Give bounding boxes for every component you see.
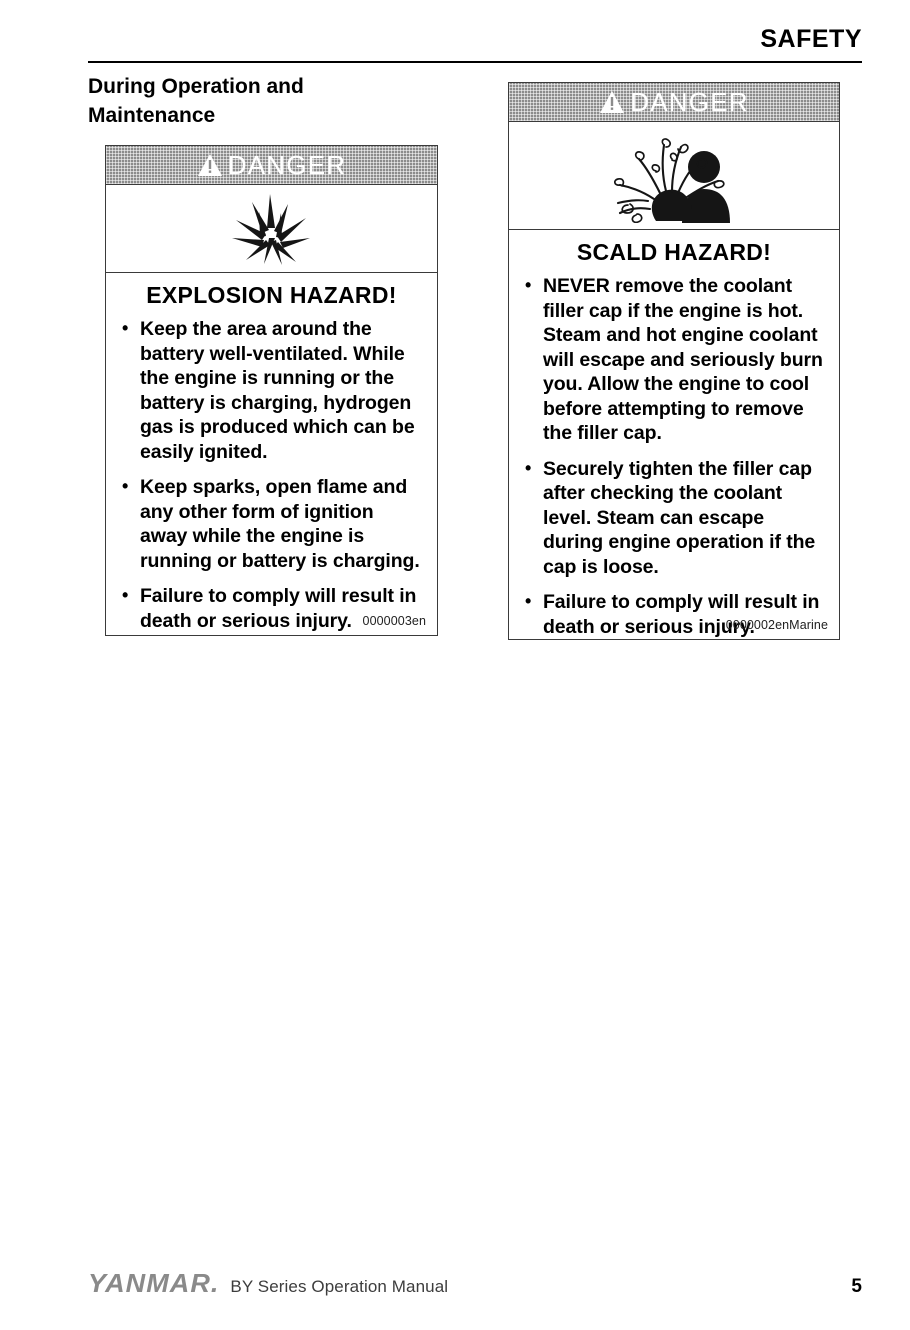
reference-code: 0000003en [362, 614, 426, 628]
danger-box-explosion [105, 145, 438, 636]
manual-title: BY Series Operation Manual [230, 1277, 449, 1296]
list-item: • Securely tighten the filler cap after checking the coolant level. Steam can escape during engine operation if the cap is loose. [521, 457, 827, 580]
page-header [88, 24, 862, 63]
list-item: • Failure to comply will result in death or serious injury. [118, 584, 425, 633]
hazard-bullet-list [521, 274, 827, 639]
danger-banner [106, 146, 437, 185]
list-item: • NEVER remove the coolant filler cap if the engine is hot. Steam and hot engine coolant will escape and seriously burn you. Allow the engine to cool before attempting to remove the filler cap. [521, 274, 827, 446]
danger-box-scald [508, 82, 840, 640]
explosion-burst-icon [106, 185, 437, 273]
danger-banner-label: DANGER [630, 87, 749, 117]
yanmar-logo: YANMAR. [88, 1268, 220, 1298]
warning-triangle-icon [197, 153, 223, 177]
reference-code: 0000002enMarine [725, 618, 828, 632]
page-footer [88, 1268, 862, 1299]
danger-banner-label: DANGER [227, 150, 347, 180]
hazard-body [509, 230, 839, 638]
section-heading: During Operation and Maintenance [88, 75, 304, 127]
hazard-bullet-list [118, 317, 425, 633]
warning-triangle-icon [599, 90, 625, 114]
hazard-title: EXPLOSION HAZARD! [146, 282, 397, 308]
page-title: SAFETY [760, 25, 862, 53]
list-item: • Keep sparks, open flame and any other form of ignition away while the engine is running or battery is charging. [118, 475, 425, 573]
list-item: • Failure to comply will result in death or serious injury. [521, 590, 827, 639]
list-item: • Keep the area around the battery well-ventilated. While the engine is running or the battery is charging, hydrogen gas is produced which can be easily ignited. [118, 317, 425, 464]
hazard-title: SCALD HAZARD! [576, 239, 772, 265]
page-number: 5 [851, 1276, 862, 1297]
scalding-steam-person-icon [509, 122, 839, 230]
danger-banner [509, 83, 839, 122]
header-divider [88, 61, 862, 63]
hazard-body [106, 273, 437, 634]
